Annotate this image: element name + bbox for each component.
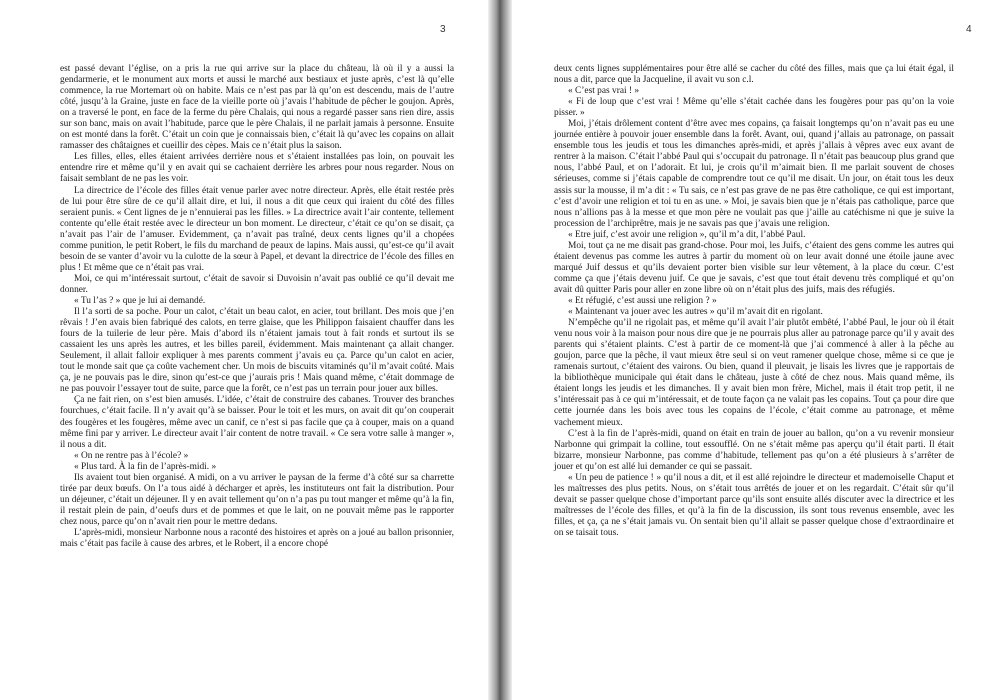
paragraph: La directrice de l’école des filles était venue parler avec notre directeur. Après, elle était restée près de lui pour être sûre de ce qu’il allait dire, et lui, il nous a dit que ceux qui iraient du côté des filles seraient punis. « Cent lignes de je n’ennuierai pas les filles. » La directrice avait l’air contente, tellement contente qu’elle était restée avec le directeur un bon moment. Le directeur, c’était ce qu’on se disait, ça n’avait pas l’air de l’amuser. Evidemment, ça n’avait pas traîné, deux cents lignes qu’il a chopées comme punition, le petit Robert, le fils du marchand de peaux de lapins. Mais aussi, qu’est-ce qu’il avait besoin de se vanter d’avoir vu la culotte de la sœur à Papel, et devant la directrice de l’école des filles en plus ! Et même que ce n’était pas vrai. xyxy=(60,185,454,273)
paragraph: « Etre juif, c’est avoir une religion », qu’il m’a dit, l’abbé Paul. xyxy=(568,229,806,240)
paragraph: Moi, ce qui m’intéressait surtout, c’était de savoir si Duvoisin n’avait pas oublié ce qu’il devait me donner. xyxy=(60,273,454,295)
paragraph: deux cents lignes supplémentaires pour être allé se cacher du côté des filles, mais que ça lui était égal, il nous a dit, parce que la Jacqueline, il avait vu son c.l. xyxy=(554,64,954,86)
paragraph: L’après-midi, monsieur Narbonne nous a raconté des histoires et après on a joué au ballon prisonnier, mais c’était pas facile à cause des arbres, et le Robert, il a encore chopé xyxy=(60,527,454,550)
book-spine-gutter xyxy=(488,0,512,700)
paragraph: « Et réfugié, c’est aussi une religion ? » xyxy=(568,295,717,306)
page-number: 4 xyxy=(966,24,972,35)
paragraph: « Tu l’as ? » que je lui ai demandé. xyxy=(74,295,206,306)
page-number: 3 xyxy=(440,24,446,35)
paragraph: Ils avaient tout bien organisé. A midi, on a vu arriver le paysan de la ferme d’à côté sur sa charrette tirée par deux bœufs. On l’a tous aidé à décharger et après, les instituteurs ont fait la distribution. Pour un déjeuner, c’était un déjeuner. Il y en avait tellement qu’on n’a pas pu tout manger et même qu’à la fin, il restait plein de pain, d’oeufs durs et de pommes et que le lait, on ne pouvait même pas le rapporter chez nous, parce qu’on n’avait rien pour le mettre dedans. xyxy=(60,472,455,527)
paragraph: Il l’a sorti de sa poche. Pour un calot, c’était un beau calot, en acier, tout brillant. Des mois que j’en rêvais ! J’en avais bien fabriqué des calots, en terre glaise, que les Philippon faisaient chauffer dans les fours de la tuilerie de leur père. Mais d’abord ils n’étaient jamais tout à fait ronds et surtout ils se cassaient les uns après les autres, et les billes pareil, évidemment. Mais maintenant ça allait changer. Seulement, il allait falloir expliquer à mes parents comment j’avais eu ça. Parce qu’un calot en acier, tout le monde sait que ça coûte vachement cher. Un mois de biscuits vitaminés qu’il m’avait coûté. Mais ça, je ne pouvais pas le dire, sinon qu’est-ce que j’aurais pris ! Mais quand même, c’était dommage de ne pas pouvoir l’essayer tout de suite, parce que la forêt, ce n’est pas un terrain pour jouer aux billes. xyxy=(60,307,454,395)
paragraph: « Fi de loup que c’est vrai ! Même qu’elle s’était cachée dans les fougères pour pas qu’on la voie pisser. » xyxy=(554,97,954,119)
paragraph: Ça ne fait rien, on s’est bien amusés. L’idée, c’était de construire des cabanes. Trouver des branches fourchues, c’était facile. Il n’y avait qu’à se baisser. Pour le toit et les murs, on avait dit qu’on couperait des fougères et les fougères, même avec un canif, ce n’est si pas facile que ça à couper, mais on a quand même fini par y arriver. Le directeur avait l’air content de notre travail. « Ce sera votre salle à manger », il nous a dit. xyxy=(60,395,454,450)
paragraph: « Un peu de patience ! » qu’il nous a dit, et il est allé rejoindre le directeur et mademoiselle Chaput et les maîtresses des plus petits. Nous, on s’était tous arrêtés de jouer et on les regardait. C’était sûr qu’il devait se passer quelque chose d’important parce qu’ils sont ensuite allés discuter avec la directrice et les maîtresses de l’école des filles, et qu’à la fin de la discussion, ils sont tous revenus ensemble, avec les filles, et ça, ça ne s’était jamais vu. On sentait bien qu’il allait se passer quelque chose d’extraordinaire et on se taisait tous. xyxy=(554,472,954,538)
page-text xyxy=(60,64,454,550)
paragraph: Les filles, elles, elles étaient arrivées derrière nous et s’étaient installées pas loin, on pouvait les entendre rire et même qu’il y en avait qui se cachaient derrière les arbres pour nous regarder. Nous on faisait semblant de ne pas les voir. xyxy=(60,152,454,185)
paragraph: Moi, tout ça ne me disait pas grand-chose. Pour moi, les Juifs, c’étaient des gens comme les autres qui étaient devenus pas comme les autres à partir du moment où on leur avait donné une étoile jaune avec marqué Juif dessus et qu’ils devaient porter bien visible sur leur vêtement, à la place du cœur. C’est comme ça que j’étais devenu juif. Ce que je savais, c’est que tout était devenu très compliqué et qu’on avait dû quitter Paris pour aller en zone libre où on n’était plus des juifs, mais des réfugiés. xyxy=(554,240,954,295)
paragraph: C’est à la fin de l’après-midi, quand on était en train de jouer au ballon, qu’on a vu revenir monsieur Narbonne qui grimpait la colline, tout essoufflé. On ne s’était même pas aperçu qu’il était parti. Il était bizarre, monsieur Narbonne, pas comme d’habitude, tellement pas qu’on a été plusieurs à s’arrêter de jouer et qu’on est allé lui demander ce qui se passait. xyxy=(554,428,954,472)
paragraph: « Plus tard. À la fin de l’après-midi. » xyxy=(74,461,217,472)
left-page xyxy=(0,0,488,700)
right-page xyxy=(512,0,1000,700)
paragraph: « C’est pas vrai ! » xyxy=(568,86,640,97)
paragraph: « Maintenant va jouer avec les autres » qu’il m’avait dit en rigolant. xyxy=(568,307,823,318)
paragraph: « On ne rentre pas à l’école? » xyxy=(74,450,189,461)
paragraph: N’empêche qu’il ne rigolait pas, et même qu’il avait l’air plutôt embêté, l’abbé Paul, le jour où il était venu nous voir à la maison pour nous dire que je ne pourrais plus aller au patronage parce qu’il y avait des parents qui s’étaient plaints. C’est à partir de ce moment-là que j’ai commencé à aller à la pêche au goujon, parce que la pêche, il vaut mieux être seul si on veut ramener quelque chose, même si ce que je ramenais surtout, c’étaient des vairons. Ou bien, quand il pleuvait, je lisais les livres que je rapportais de la bibliothèque municipale qui était dans le château, juste à côté de chez nous. Mais quand même, ils étaient longs les jeudis et les dimanches. Il y avait bien mon frère, Michel, mais il était trop petit, il ne s’intéressait pas à ce qui m’intéressait, et de toute façon ça ne valait pas les copains. Tout ça pour dire que cette journée dans les bois avec tous les copains de l’école, c’était comme au patronage, et même vachement mieux. xyxy=(554,318,954,428)
paragraph: Moi, j’étais drôlement content d’être avec mes copains, ça faisait longtemps qu’on n’avait pas eu une journée entière à pouvoir jouer ensemble dans la forêt. Avant, oui, quand j’allais au patronage, on passait ensemble tous les jeudis et tous les dimanches après-midi, et après j’allais à vêpres avec eux avant de rentrer à la maison. C’était l’abbé Paul qui s’occupait du patronage. Il n’était pas beaucoup plus grand que nous, l’abbé Paul, et on l’adorait. Et lui, je crois qu’il m’aimait bien. Il me parlait souvent de choses sérieuses, comme si j’étais capable de comprendre tout ce qu’il me disait. Un jour, on était tous les deux assis sur la mousse, il m’a dit : « Tu sais, ce n’est pas grave de ne pas être catholique, ce qui est important, c’est d’avoir une religion et toi tu en as une. » Moi, je savais bien que je n’étais pas catholique, parce que nous n’allions pas à la messe et que mon père ne voulait pas que j’aille au catéchisme ni que je suive la procession de l’archiprêtre, mais je ne savais pas que j’avais une religion. xyxy=(554,119,954,229)
paragraph: est passé devant l’église, on a pris la rue qui arrive sur la place du château, là où il y a aussi la gendarmerie, et le monument aux morts et aussi le marché aux bestiaux et juste après, c’est là qu’elle commence, la rue Mortemart où on habite. Mais ce n’est pas par là qu’on est descendu, mais de l’autre côté, jusqu’à la Graine, juste en face de la vieille porte où j’avais l’habitude de pêcher le goujon. Après, on a traversé le pont, en face de la ferme du père Chalais, qui nous a regardé passer sans rien dire, assis sur son banc, mais on avait l’habitude, parce que le père Chalais, il ne parlait jamais à personne. Ensuite on est monté dans la forêt. C’était un coin que je connaissais bien, c’était là qu’avec les copains on allait ramasser des châtaignes et cueillir des cèpes. Mais ce n’était plus la saison. xyxy=(60,64,454,152)
page-text xyxy=(554,64,954,539)
